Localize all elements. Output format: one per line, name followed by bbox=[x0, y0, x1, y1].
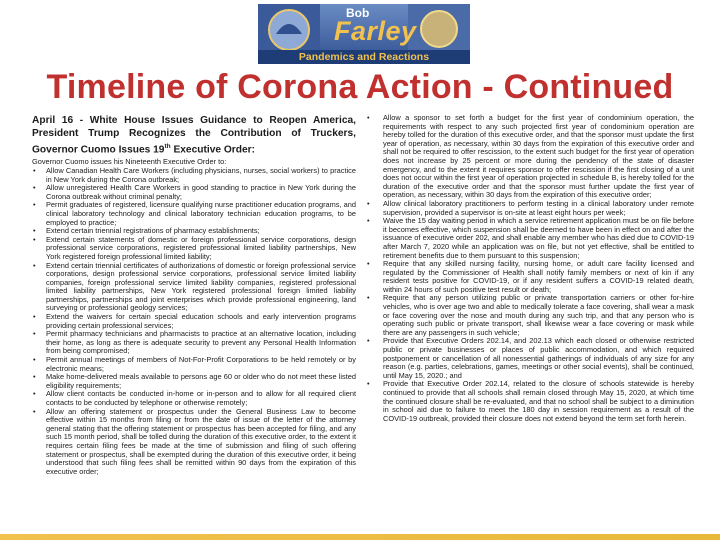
bullet-icon: • bbox=[33, 226, 36, 236]
bullet-icon: • bbox=[367, 113, 370, 122]
list-item bbox=[32, 201, 356, 227]
list-item bbox=[366, 260, 694, 294]
bullet-icon: • bbox=[33, 406, 36, 416]
list-item-text: Permit pharmacy technicians and pharmacists to practice at an alternative location, including their home, as long as there is adequate security to prevent any Personal Health Information from being compromised; bbox=[46, 329, 356, 356]
list-item bbox=[366, 294, 694, 337]
footer-accent-bar bbox=[0, 534, 720, 540]
list-item-text: Allow a sponsor to set forth a budget for the first year of condominium operation, the requirements with respect to any such projected first year of condominium operation are hereby tolled for the duration of this executive order, and that the sponsor must update the first year of operation, as necessary, within 30 days from the expiration of this executive order and shall not be required to offer rescission, to the extent such budget for the first year of operation does not increase by 25 percent or more during the pendency of the state of disaster emergency, and to the extent it requires sponsor to offer rescission if the first closing of a unit does not occur within the first year of operation projected in schedule B, is hereby tolled for the duration of the executive order and that the sponsor must further update the first year of operation, as necessary, within 30 days from the expiration of this executive order; bbox=[383, 113, 694, 200]
list-item bbox=[366, 217, 694, 260]
list-item-text: Allow Canadian Health Care Workers (including physicians, nurses, social workers) to practice in New York during the Corona outbreak; bbox=[46, 165, 356, 184]
list-item bbox=[32, 236, 356, 262]
list-item bbox=[366, 337, 694, 380]
bullet-icon: • bbox=[33, 165, 36, 175]
list-item bbox=[366, 200, 694, 217]
bullet-icon: • bbox=[367, 198, 370, 208]
bullet-icon: • bbox=[367, 379, 370, 389]
bullet-icon: • bbox=[33, 234, 36, 244]
list-item bbox=[32, 408, 356, 477]
bullet-icon: • bbox=[33, 200, 36, 210]
bullet-icon: • bbox=[33, 260, 36, 270]
list-item-text: Permit annual meetings of members of Not-For-Profit Corporations to be held remotely or by electronic means; bbox=[46, 355, 356, 373]
bullet-icon: • bbox=[367, 216, 370, 226]
list-item-text: Require that any skilled nursing facility, nursing home, or adult care facility licensed and regulated by the Commissioner of Health shall notify family members or next of kin if any resident tests positive for COVID-19, or if any resident suffers a COVID-19 related death, within 24 hours of such positive test result or death; bbox=[383, 259, 694, 294]
bullet-icon: • bbox=[33, 312, 36, 322]
list-item-text: Allow unregistered Health Care Workers in good standing to practice in New York during the Corona outbreak without criminal penalty; bbox=[46, 183, 356, 201]
bullet-icon: • bbox=[367, 336, 370, 346]
bullet-icon: • bbox=[33, 355, 36, 365]
bullet-icon: • bbox=[367, 293, 370, 303]
bullet-icon: • bbox=[33, 183, 36, 193]
bob-farley-logo bbox=[258, 4, 470, 64]
bullet-icon: • bbox=[33, 329, 36, 339]
logo-tagline: Pandemics and Reactions bbox=[298, 51, 430, 63]
list-item bbox=[32, 330, 356, 356]
headline-text: April 16 - White House Issues Guidance to Reopen America, President Trump Recognizes the Contribution of Truckers, Governor Cuomo Issues 19 bbox=[32, 115, 356, 156]
list-item bbox=[32, 356, 356, 373]
list-item bbox=[32, 390, 356, 407]
bullet-icon: • bbox=[33, 389, 36, 399]
left-column bbox=[32, 114, 356, 476]
list-item bbox=[366, 380, 694, 423]
list-item bbox=[32, 184, 356, 201]
logo-name-last: Farley bbox=[334, 16, 417, 46]
list-item bbox=[32, 313, 356, 330]
list-item-text: Allow an offering statement or prospectus under the General Business Law to become effective within 15 months from filing or from the date of issue of the letter of the attorney general stating that the offering statement or prospectus has been accepted for filing, and any such 15 month period, shall be tolled during the duration of this executive order, to the extent it requires certain filing fees be made at the time of submission and filing of such offering statement or prospectus, shall be exempted during the duration of this executive order, it being understood that such filing fees shall be remitted within 90 days from the expiration of this executive order; bbox=[46, 406, 356, 476]
list-item bbox=[32, 373, 356, 390]
list-item-text: Permit graduates of registered, licensure qualifying nurse practitioner education programs, and clinical laboratory technology and clinical laboratory technician education programs, to be employed to practice; bbox=[46, 200, 356, 227]
list-item bbox=[366, 114, 694, 200]
right-bullet-list bbox=[366, 114, 694, 423]
list-item-text: Extend certain triennial registrations of pharmacy establishments; bbox=[46, 226, 260, 236]
list-item-text: Waive the 15 day waiting period in which a service retirement application must be on file before it becomes effective, which suspension shall be deemed to have been in effect on and after the issuance of executive order 202, and shall enable any member who has died due to COVID-19 after March 7, 2020 while an application was on file, but not yet effective, shall be entitled to retirement benefits due to them pursuant to this suspension; bbox=[383, 216, 694, 260]
list-item-text: Extend certain statements of domestic or foreign professional service corporations, design professional service corporations, registered professional limited liability partnerships, New York registered foreign professional limited liability; bbox=[46, 234, 356, 261]
bullet-icon: • bbox=[33, 372, 36, 382]
right-column bbox=[366, 114, 694, 423]
left-bullet-list bbox=[32, 167, 356, 476]
list-item bbox=[32, 262, 356, 314]
intro-text: Governor Cuomo issues his Nineteenth Executive Order to: bbox=[32, 157, 227, 167]
list-item-text: Extend certain triennial certificates of authorizations of domestic or foreign professional service corporations, design professional service corporations, professional service limited liability companies, foreign professional service limited liability companies, registered professional limited liability partnerships, New York registered professional foreign limited liability partnerships, partnerships and joint enterprises which provide professional engineering, land surveying or professional geology services; bbox=[46, 260, 356, 313]
headline-superscript: th bbox=[164, 143, 171, 150]
page-title: Timeline of Corona Action - Continued bbox=[46, 68, 674, 106]
list-item-text: Extend the waivers for certain special education schools and early intervention programs providing certain professional services; bbox=[46, 312, 356, 330]
list-item-text: Make home-delivered meals available to persons age 60 or older who do not meet these listed eligibility requirements; bbox=[46, 372, 356, 390]
list-item bbox=[32, 167, 356, 184]
list-item-text: Require that any person utilizing public or private transportation carriers or other for-hire vehicles, who is over age two and able to medically tolerate a face covering, shall wear a mask or face covering over the nose and mouth during any such trip, and that any person who is operating such public or private transport, shall likewise wear a face covering or mask while there are any passengers in such vehicle; bbox=[383, 293, 694, 337]
list-item-text: Allow clinical laboratory practitioners to perform testing in a clinical laboratory under remote supervision, provided a supervisor is on-site at least eight hours per week; bbox=[383, 198, 694, 217]
headline-end: Executive Order: bbox=[170, 144, 255, 156]
headline bbox=[32, 114, 356, 156]
logo-name-first: Bob bbox=[346, 6, 370, 20]
list-item-text: Allow client contacts be conducted in-home or in-person and to allow for all required client contacts to be conducted by telephone or otherwise remotely; bbox=[46, 389, 356, 408]
bullet-icon: • bbox=[367, 259, 370, 269]
list-item-text: Provide that Executive Orders 202.14, and 202.13 which each closed or otherwise restricted public or private businesses or places of public accommodation, and which required postponement or cancellation of all nonessential gatherings of individuals of any size for any reason (e.g. parties, celebrations, games, meetings or other social events), shall be continued, until May 15, 2020.; and bbox=[383, 336, 694, 380]
list-item-text: Provide that Executive Order 202.14, related to the closure of schools statewide is hereby continued to provide that all schools shall remain closed through May 15, 2020, at which time the continued closure shall be re-evaluated, and that no school shall be subject to a diminution in school aid due to failure to meet the 180 day in session requirement as a result of the COVID-19 outbreak, provided their closure does not extend beyond the term set forth herein. bbox=[383, 379, 694, 423]
